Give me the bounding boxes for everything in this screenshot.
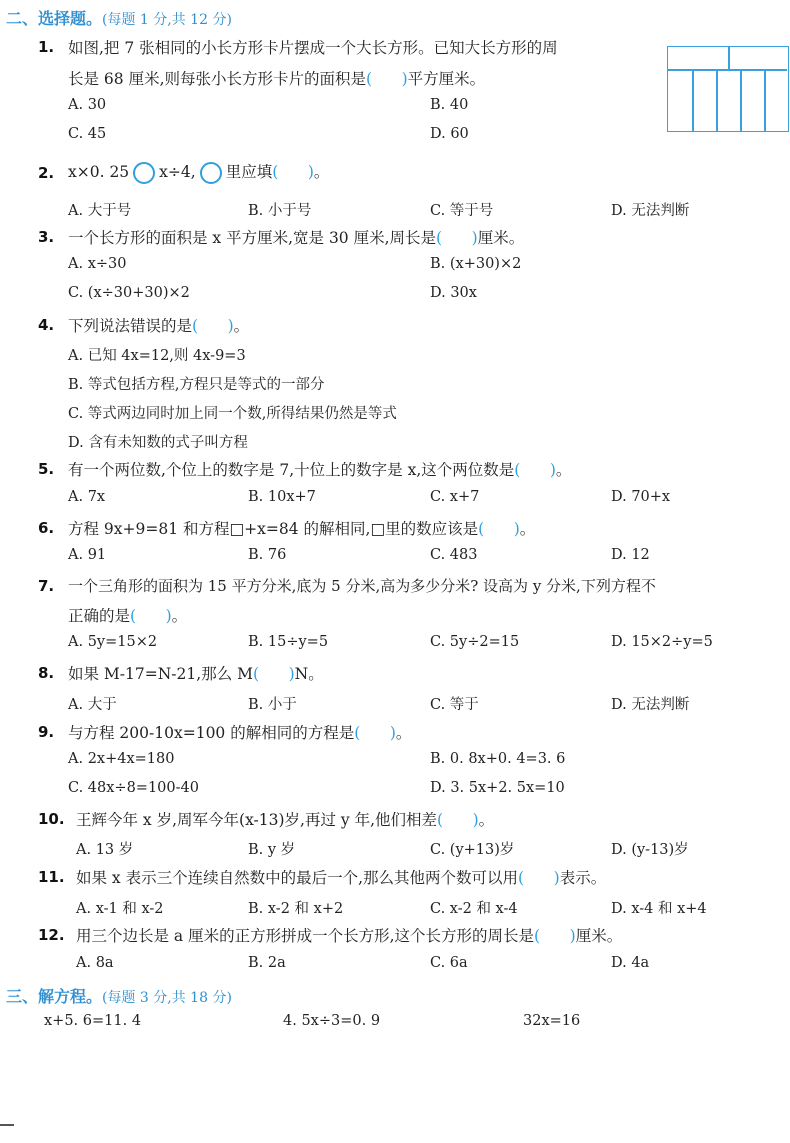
option-a[interactable]: A. x-1 和 x-2 <box>76 901 164 917</box>
question-number: 9. <box>38 723 55 741</box>
option-a[interactable]: A. 已知 4x=12,则 4x-9=3 <box>68 348 246 364</box>
option-b[interactable]: B. y 岁 <box>248 842 296 858</box>
question-number: 6. <box>38 519 55 537</box>
option-a[interactable]: A. 8a <box>76 955 114 971</box>
question-number: 1. <box>38 38 55 56</box>
option-c[interactable]: C. 等于号 <box>430 203 494 219</box>
option-c[interactable]: C. 5y÷2=15 <box>430 634 520 650</box>
equation: 32x=16 <box>523 1013 581 1029</box>
option-c[interactable]: C. x-2 和 x-4 <box>430 901 518 917</box>
question-text: 如果 x 表示三个连续自然数中的最后一个,那么其他两个数可以用( )表示。 <box>76 869 607 887</box>
answer-blank[interactable]: ( ) <box>534 927 576 945</box>
option-c[interactable]: C. 等于 <box>430 697 479 713</box>
answer-blank[interactable]: ( ) <box>478 520 520 538</box>
option-d[interactable]: D. 70+x <box>611 489 671 505</box>
question-number: 12. <box>38 926 65 944</box>
answer-blank[interactable]: ( ) <box>514 461 556 479</box>
answer-blank[interactable]: ( ) <box>192 317 234 335</box>
option-b[interactable]: B. 小于 <box>248 697 297 713</box>
option-c[interactable]: C. 45 <box>68 126 107 142</box>
option-a[interactable]: A. 大于号 <box>68 203 132 219</box>
option-b[interactable]: B. 等式包括方程,方程只是等式的一部分 <box>68 377 325 393</box>
option-d[interactable]: D. 含有未知数的式子叫方程 <box>68 435 248 451</box>
option-c[interactable]: C. x+7 <box>430 489 480 505</box>
question-text: 下列说法错误的是( )。 <box>68 317 250 335</box>
answer-blank[interactable]: ( ) <box>437 811 479 829</box>
question-text: 一个三角形的面积为 15 平方分米,底为 5 分米,高为多少分米? 设高为 y 分米,下列方程不 <box>68 577 656 595</box>
section-3-heading <box>6 984 232 1007</box>
question-number: 4. <box>38 316 55 334</box>
option-a[interactable]: A. 7x <box>68 489 106 505</box>
option-b[interactable]: B. 10x+7 <box>248 489 316 505</box>
option-b[interactable]: B. 40 <box>430 97 469 113</box>
option-a[interactable]: A. 5y=15×2 <box>68 634 158 650</box>
option-a[interactable]: A. 2x+4x=180 <box>68 751 175 767</box>
question-number: 5. <box>38 460 55 478</box>
option-b[interactable]: B. 2a <box>248 955 286 971</box>
question-number: 7. <box>38 577 55 595</box>
equation: 4. 5x÷3=0. 9 <box>283 1013 381 1029</box>
question-text: 如果 M-17=N-21,那么 M( )N。 <box>68 665 324 683</box>
option-d[interactable]: D. 12 <box>611 547 650 563</box>
option-a[interactable]: A. 30 <box>68 97 107 113</box>
section-note: (每题 3 分,共 18 分) <box>102 990 232 1006</box>
page-mark <box>0 1124 14 1126</box>
question-text: 如图,把 7 张相同的小长方形卡片摆成一个大长方形。已知大长方形的周 <box>68 39 558 57</box>
option-c[interactable]: C. (y+13)岁 <box>430 842 515 858</box>
question-number: 2. <box>38 164 55 182</box>
option-d[interactable]: D. 3. 5x+2. 5x=10 <box>430 780 565 796</box>
option-a[interactable]: A. x÷30 <box>68 256 127 272</box>
option-d[interactable]: D. 无法判断 <box>611 697 690 713</box>
option-d[interactable]: D. 15×2÷y=5 <box>611 634 713 650</box>
answer-blank[interactable]: ( ) <box>518 869 560 887</box>
answer-blank[interactable]: ( ) <box>272 163 314 181</box>
question-text: x×0. 25 x÷4, 里应填( )。 <box>68 160 329 184</box>
option-c[interactable]: C. 483 <box>430 547 478 563</box>
question-text: 一个长方形的面积是 x 平方厘米,宽是 30 厘米,周长是( )厘米。 <box>68 229 525 247</box>
answer-blank[interactable]: ( ) <box>354 724 396 742</box>
answer-blank[interactable]: ( ) <box>436 229 478 247</box>
option-c[interactable]: C. (x÷30+30)×2 <box>68 285 190 301</box>
option-d[interactable]: D. x-4 和 x+4 <box>611 901 707 917</box>
question-number: 11. <box>38 868 65 886</box>
section-title: 二、选择题。 <box>6 9 103 28</box>
option-d[interactable]: D. (y-13)岁 <box>611 842 689 858</box>
section-note: (每题 1 分,共 12 分) <box>102 12 232 28</box>
option-d[interactable]: D. 无法判断 <box>611 203 690 219</box>
question-text: 王辉今年 x 岁,周军今年(x-13)岁,再过 y 年,他们相差( )。 <box>76 811 495 829</box>
question-text: 与方程 200-10x=100 的解相同的方程是( )。 <box>68 724 412 742</box>
option-c[interactable]: C. 等式两边同时加上同一个数,所得结果仍然是等式 <box>68 406 397 422</box>
equation: x+5. 6=11. 4 <box>44 1013 142 1029</box>
option-b[interactable]: B. 76 <box>248 547 287 563</box>
answer-blank[interactable]: ( ) <box>130 607 172 625</box>
question-text: 有一个两位数,个位上的数字是 7,十位上的数字是 x,这个两位数是( )。 <box>68 461 572 479</box>
option-b[interactable]: B. 小于号 <box>248 203 312 219</box>
rectangle-figure <box>667 46 789 132</box>
option-b[interactable]: B. 15÷y=5 <box>248 634 329 650</box>
question-number: 10. <box>38 810 65 828</box>
question-number: 8. <box>38 664 55 682</box>
answer-blank[interactable]: ( ) <box>366 70 408 88</box>
question-number: 3. <box>38 228 55 246</box>
question-text: 方程 9x+9=81 和方程□+x=84 的解相同,□里的数应该是( )。 <box>68 520 536 538</box>
option-d[interactable]: D. 60 <box>430 126 469 142</box>
option-d[interactable]: D. 4a <box>611 955 650 971</box>
option-b[interactable]: B. (x+30)×2 <box>430 256 522 272</box>
option-c[interactable]: C. 48x÷8=100-40 <box>68 780 199 796</box>
option-a[interactable]: A. 91 <box>68 547 107 563</box>
option-a[interactable]: A. 大于 <box>68 697 117 713</box>
question-text: 长是 68 厘米,则每张小长方形卡片的面积是( )平方厘米。 <box>68 70 486 88</box>
section-2-heading <box>6 6 232 29</box>
answer-blank[interactable]: ( ) <box>253 665 295 683</box>
question-text: 用三个边长是 a 厘米的正方形拼成一个长方形,这个长方形的周长是( )厘米。 <box>76 927 623 945</box>
section-title: 三、解方程。 <box>6 987 103 1006</box>
option-a[interactable]: A. 13 岁 <box>76 842 134 858</box>
blank-circle[interactable] <box>133 162 155 184</box>
option-b[interactable]: B. x-2 和 x+2 <box>248 901 344 917</box>
option-d[interactable]: D. 30x <box>430 285 477 301</box>
blank-circle-symbol[interactable] <box>200 162 222 184</box>
option-c[interactable]: C. 6a <box>430 955 468 971</box>
question-text: 正确的是( )。 <box>68 607 188 625</box>
option-b[interactable]: B. 0. 8x+0. 4=3. 6 <box>430 751 566 767</box>
